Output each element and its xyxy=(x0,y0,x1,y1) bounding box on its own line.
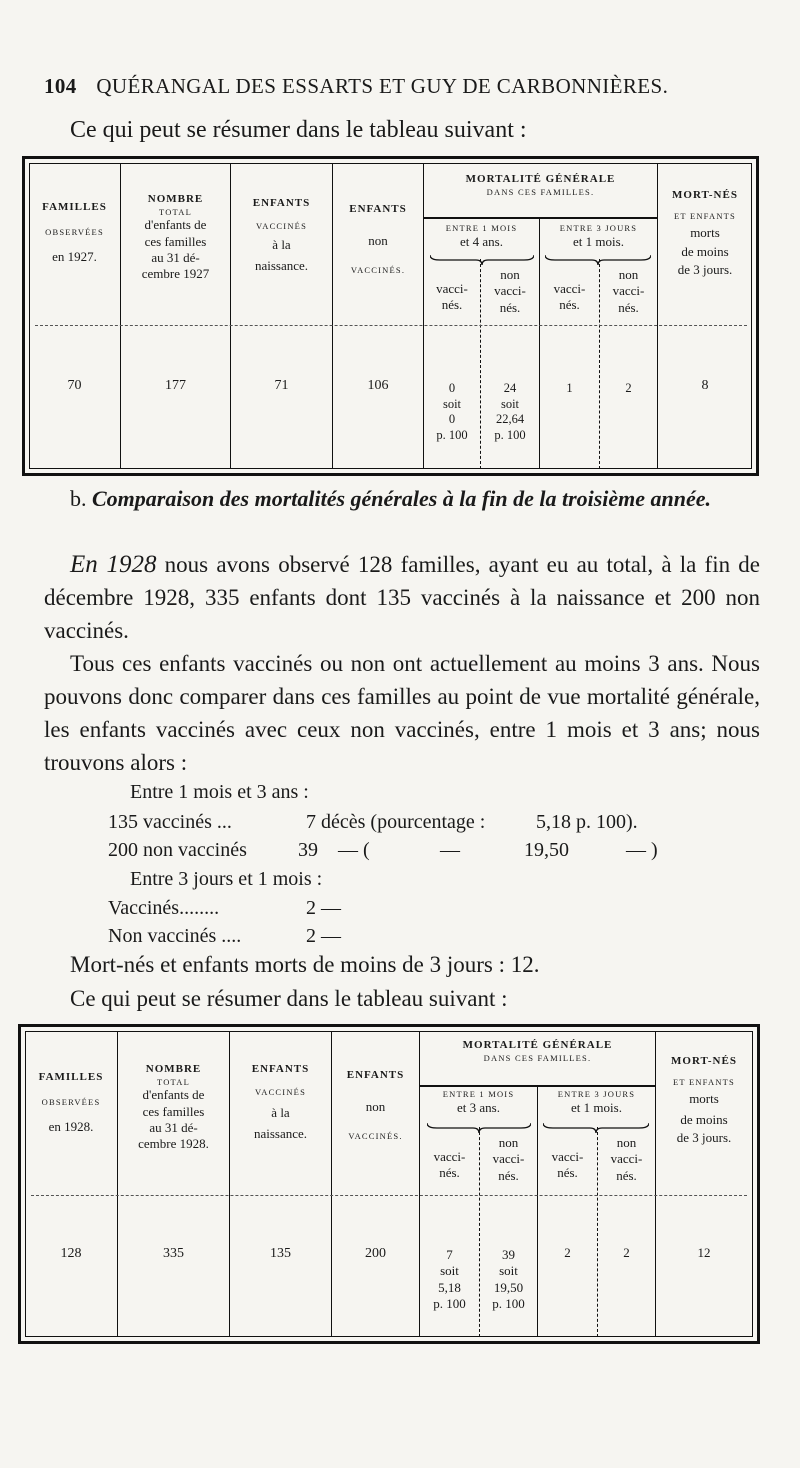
t1-leaf-1-non xyxy=(481,267,539,316)
t1-cell-vaccines: 71 xyxy=(274,378,289,393)
t2-leaf1v-line2: nés. xyxy=(439,1165,460,1181)
t1-leaf1v-line1: vacci- xyxy=(436,281,468,296)
t1-cell-m1-non xyxy=(481,381,539,444)
calc-line2-close: — ) xyxy=(626,839,658,861)
t2-sub1-line1: ENTRE 1 MOIS xyxy=(442,1089,515,1099)
t2-vaccines-line1: ENFANTS xyxy=(251,1063,310,1075)
t1-sub1-line2: et 4 ans. xyxy=(460,233,503,249)
t2-familles-line2: OBSERVÉES xyxy=(41,1096,101,1107)
t2-cell-nombre: 335 xyxy=(163,1246,184,1261)
t2-col-vaccines xyxy=(230,1063,331,1142)
table-1-intro: Ce qui peut se résumer dans le tableau suivant : xyxy=(70,117,527,143)
t1-leaf-2-non xyxy=(600,267,657,316)
t2-mortalite-line1: MORTALITÉ GÉNÉRALE xyxy=(462,1039,613,1051)
t2-cell-mort-nes: 12 xyxy=(697,1245,711,1260)
t1-sub-3jours xyxy=(540,223,657,250)
t1-col-nombre xyxy=(121,193,230,282)
t2-familles-line3: en 1928. xyxy=(48,1119,94,1135)
calc-line2-dash2: — xyxy=(440,839,460,861)
t1-col-vaccines xyxy=(231,197,332,274)
t2-col-non-vaccines xyxy=(332,1069,419,1142)
t1-nombre-line4: ces familles xyxy=(144,233,207,249)
t2-mortalite-line2: DANS CES FAMILLES. xyxy=(483,1052,592,1063)
t2-familles-line1: FAMILLES xyxy=(38,1071,104,1083)
t1-nombre-line2: TOTAL xyxy=(158,206,193,217)
t1-group-mortalite xyxy=(424,173,657,197)
t1-nonvacc-line3: VACCINÉS. xyxy=(350,265,406,275)
t2-m1n-line1: 39 xyxy=(502,1247,515,1262)
t2-nonvacc-line1: ENFANTS xyxy=(346,1069,405,1081)
t1-mortnes-line5: de 3 jours. xyxy=(677,261,733,277)
t1-familles-line2: OBSERVÉES xyxy=(45,226,104,237)
t2-nombre-line3: d'enfants de xyxy=(142,1087,205,1103)
t2-nombre-line4: ces familles xyxy=(142,1103,205,1119)
t2-leaf-1-vacc xyxy=(420,1149,479,1182)
t2-leaf1n-line2: vacci- xyxy=(492,1151,525,1167)
t1-m1n-line1: 24 xyxy=(503,381,517,395)
t1-vaccines-line4: naissance. xyxy=(254,257,309,273)
t1-cell-j3-non: 2 xyxy=(625,381,632,395)
t2-group-mortalite xyxy=(420,1039,655,1063)
calc-line4-value: 2 — xyxy=(306,925,341,947)
t1-cell-mort-nes: 8 xyxy=(701,378,709,393)
t2-vaccines-line4: naissance. xyxy=(253,1125,308,1141)
t1-leaf2v-line2: nés. xyxy=(559,297,580,313)
t2-leaf2n-line2: vacci- xyxy=(610,1151,643,1167)
section-b-heading xyxy=(44,482,760,515)
paragraph-2: Tous ces enfants vaccinés ou non ont actuellement au moins 3 ans. Nous pouvons donc comparer dans ces familles au point de vue mortalité générale, les enfants vaccinés avec ceux non vaccinés, entre 1 mois et 3 ans; nous trouvons alors : xyxy=(44,651,760,775)
t2-cell-vaccines: 135 xyxy=(270,1246,291,1261)
t1-m1v-line4: p. 100 xyxy=(436,427,468,442)
t1-nombre-line5: au 31 dé- xyxy=(151,249,200,265)
t2-nombre-line1: NOMBRE xyxy=(145,1063,202,1075)
t1-m1n-line4: p. 100 xyxy=(494,427,526,442)
t2-sub2-line1: ENTRE 3 JOURS xyxy=(557,1089,636,1099)
t1-leaf2n-line3: nés. xyxy=(618,299,639,315)
t2-leaf2n-line1: non xyxy=(616,1135,637,1150)
calc-line2-label: 200 non vaccinés xyxy=(108,839,247,861)
t2-leaf1n-line1: non xyxy=(498,1135,519,1150)
t1-cell-m1-vacc xyxy=(424,381,480,444)
t1-leaf-1-vacc xyxy=(424,281,480,314)
t2-nombre-line6: cembre 1928. xyxy=(138,1136,209,1152)
section-b-title: Comparaison des mortalités générales à la fin de la troisième année. xyxy=(92,486,712,511)
t1-mortalite-line1: MORTALITÉ GÉNÉRALE xyxy=(465,173,616,185)
t2-m1v-line4: p. 100 xyxy=(433,1295,466,1311)
t2-sub1-line2: et 3 ans. xyxy=(457,1099,500,1115)
t1-leaf2n-line1: non xyxy=(618,267,639,282)
t1-vaccines-line2: VACCINÉS xyxy=(255,220,307,231)
table-2 xyxy=(18,1024,760,1344)
t1-sub2-line1: ENTRE 3 JOURS xyxy=(559,223,638,233)
t2-mortnes-line3: morts xyxy=(689,1091,719,1107)
t2-m1n-line2: soit xyxy=(499,1263,518,1279)
t1-m1v-line3: 0 xyxy=(448,412,456,427)
t1-familles-line3: en 1927. xyxy=(52,249,97,265)
paragraph-1-lead: En 1928 xyxy=(70,551,157,578)
t1-brace-1mois xyxy=(430,255,534,265)
calc-line2-deces: 39 xyxy=(298,839,318,861)
t2-mortnes-line4: de moins xyxy=(680,1111,728,1127)
t1-m1v-line1: 0 xyxy=(448,381,456,395)
t1-brace-3jours xyxy=(545,255,651,265)
t1-cell-j3-vacc: 1 xyxy=(566,381,573,395)
t2-brace-1mois xyxy=(427,1123,531,1133)
t1-mortnes-line1: MORT-NÉS xyxy=(672,189,738,201)
t2-mortnes-line2: ET ENFANTS xyxy=(673,1076,735,1087)
t2-leaf2v-line2: nés. xyxy=(557,1165,578,1181)
calc-line4-label: Non vaccinés .... xyxy=(108,925,242,947)
t2-cell-m1-non xyxy=(480,1247,537,1312)
paragraph-1 xyxy=(44,548,760,647)
t2-leaf1n-line3: nés. xyxy=(498,1167,519,1183)
section-b-label: b. xyxy=(70,486,87,511)
running-header xyxy=(44,74,744,99)
t1-m1v-line2: soit xyxy=(442,396,462,411)
t2-nonvacc-line2: non xyxy=(365,1098,386,1114)
t1-sub-1mois xyxy=(424,223,539,250)
calc-line2-pct: 19,50 xyxy=(524,839,569,861)
t2-sub-3jours xyxy=(538,1089,655,1116)
t1-nombre-line1: NOMBRE xyxy=(147,193,204,205)
t1-cell-non-vaccines: 106 xyxy=(367,378,389,393)
calc-line2-dash1: — ( xyxy=(338,839,370,861)
table-2-intro: Ce qui peut se résumer dans le tableau suivant : xyxy=(70,986,508,1011)
t2-nombre-line2: TOTAL xyxy=(156,1076,191,1087)
mort-nes-line: Mort-nés et enfants morts de moins de 3 jours : 12. xyxy=(70,952,540,977)
t1-leaf-2-vacc xyxy=(540,281,599,314)
t2-mortnes-line1: MORT-NÉS xyxy=(671,1055,737,1067)
t1-leaf1v-line2: nés. xyxy=(441,297,463,313)
t1-leaf1n-line3: nés. xyxy=(499,299,521,315)
t2-nombre-line5: au 31 dé- xyxy=(149,1119,198,1135)
t2-sub2-line2: et 1 mois. xyxy=(571,1099,622,1115)
t1-col-mort-nes xyxy=(658,189,752,278)
t1-vaccines-line1: ENFANTS xyxy=(252,197,311,209)
t2-cell-familles: 128 xyxy=(60,1246,82,1261)
t2-m1v-line2: soit xyxy=(440,1263,459,1279)
t1-m1n-line2: soit xyxy=(500,396,520,411)
t2-m1v-line3: 5,18 xyxy=(438,1279,461,1295)
t1-col-non-vaccines xyxy=(333,203,423,276)
t1-vaccines-line3: à la xyxy=(272,237,291,253)
t1-leaf2v-line1: vacci- xyxy=(553,281,586,296)
running-title: QUÉRANGAL DES ESSARTS ET GUY DE CARBONNIÈRES. xyxy=(96,74,669,98)
t1-nombre-line6: cembre 1927 xyxy=(141,266,210,282)
t1-leaf1n-line1: non xyxy=(500,267,520,282)
t2-leaf-2-non xyxy=(598,1135,655,1184)
t2-col-familles xyxy=(25,1071,117,1136)
t2-col-mort-nes xyxy=(656,1055,752,1146)
calc-heading-1: Entre 1 mois et 3 ans : xyxy=(130,781,309,803)
calc-line1-pct: 5,18 p. 100). xyxy=(536,811,638,833)
t1-nombre-line3: d'enfants de xyxy=(144,217,207,233)
t2-leaf2v-line1: vacci- xyxy=(551,1149,584,1164)
page-number: 104 xyxy=(44,74,77,98)
t1-m1n-line3: 22,64 xyxy=(495,412,525,427)
t2-cell-m1-vacc xyxy=(420,1247,479,1312)
t2-sub-1mois xyxy=(420,1089,537,1116)
t2-leaf-2-vacc xyxy=(538,1149,597,1182)
t1-leaf1n-line2: vacci- xyxy=(494,283,526,299)
calc-line1-deces: 7 décès (pourcentage : xyxy=(306,811,486,833)
t1-nonvacc-line1: ENFANTS xyxy=(349,203,407,215)
t1-mortnes-line3: morts xyxy=(690,225,720,241)
t1-mortnes-line2: ET ENFANTS xyxy=(674,210,736,221)
t1-cell-nombre: 177 xyxy=(165,378,186,393)
t2-vaccines-line2: VACCINÉS xyxy=(254,1086,306,1097)
t1-mortalite-line2: DANS CES FAMILLES. xyxy=(486,186,595,197)
t1-familles-line1: FAMILLES xyxy=(42,201,107,213)
t2-cell-j3-vacc: 2 xyxy=(564,1245,571,1260)
t2-cell-j3-non: 2 xyxy=(623,1245,630,1260)
t2-nonvacc-line3: VACCINÉS. xyxy=(348,1131,403,1141)
t1-sub1-line1: ENTRE 1 MOIS xyxy=(445,223,518,233)
calc-line3-label: Vaccinés........ xyxy=(108,897,220,919)
t2-col-nombre xyxy=(118,1063,229,1152)
calc-heading-2: Entre 3 jours et 1 mois : xyxy=(130,868,323,890)
t1-cell-familles: 70 xyxy=(67,378,82,393)
t2-mortnes-line5: de 3 jours. xyxy=(676,1129,732,1145)
t2-leaf2n-line3: nés. xyxy=(616,1167,637,1183)
t2-m1n-line3: 19,50 xyxy=(493,1279,524,1295)
t1-mortnes-line4: de moins xyxy=(681,243,729,259)
t1-sub2-line2: et 1 mois. xyxy=(573,233,624,249)
calc-line3-value: 2 — xyxy=(306,897,341,919)
t1-col-familles xyxy=(29,201,120,266)
t2-leaf1v-line1: vacci- xyxy=(433,1149,466,1164)
paragraph-1-text: nous avons observé 128 familles, ayant eu au total, à la fin de décembre 1928, 335 enfants dont 135 vaccinés à la naissance et 200 non vaccinés. xyxy=(44,552,760,643)
t2-m1v-line1: 7 xyxy=(446,1247,453,1262)
t2-m1n-line4: p. 100 xyxy=(492,1295,525,1311)
t2-brace-3jours xyxy=(543,1123,649,1133)
t2-vaccines-line3: à la xyxy=(271,1105,290,1121)
t2-cell-non-vaccines: 200 xyxy=(365,1246,386,1261)
t2-leaf-1-non xyxy=(480,1135,537,1184)
table-1 xyxy=(22,156,759,476)
calc-line1-label: 135 vaccinés ... xyxy=(108,811,232,833)
t1-nonvacc-line2: non xyxy=(368,232,388,248)
t1-leaf2n-line2: vacci- xyxy=(612,283,645,299)
